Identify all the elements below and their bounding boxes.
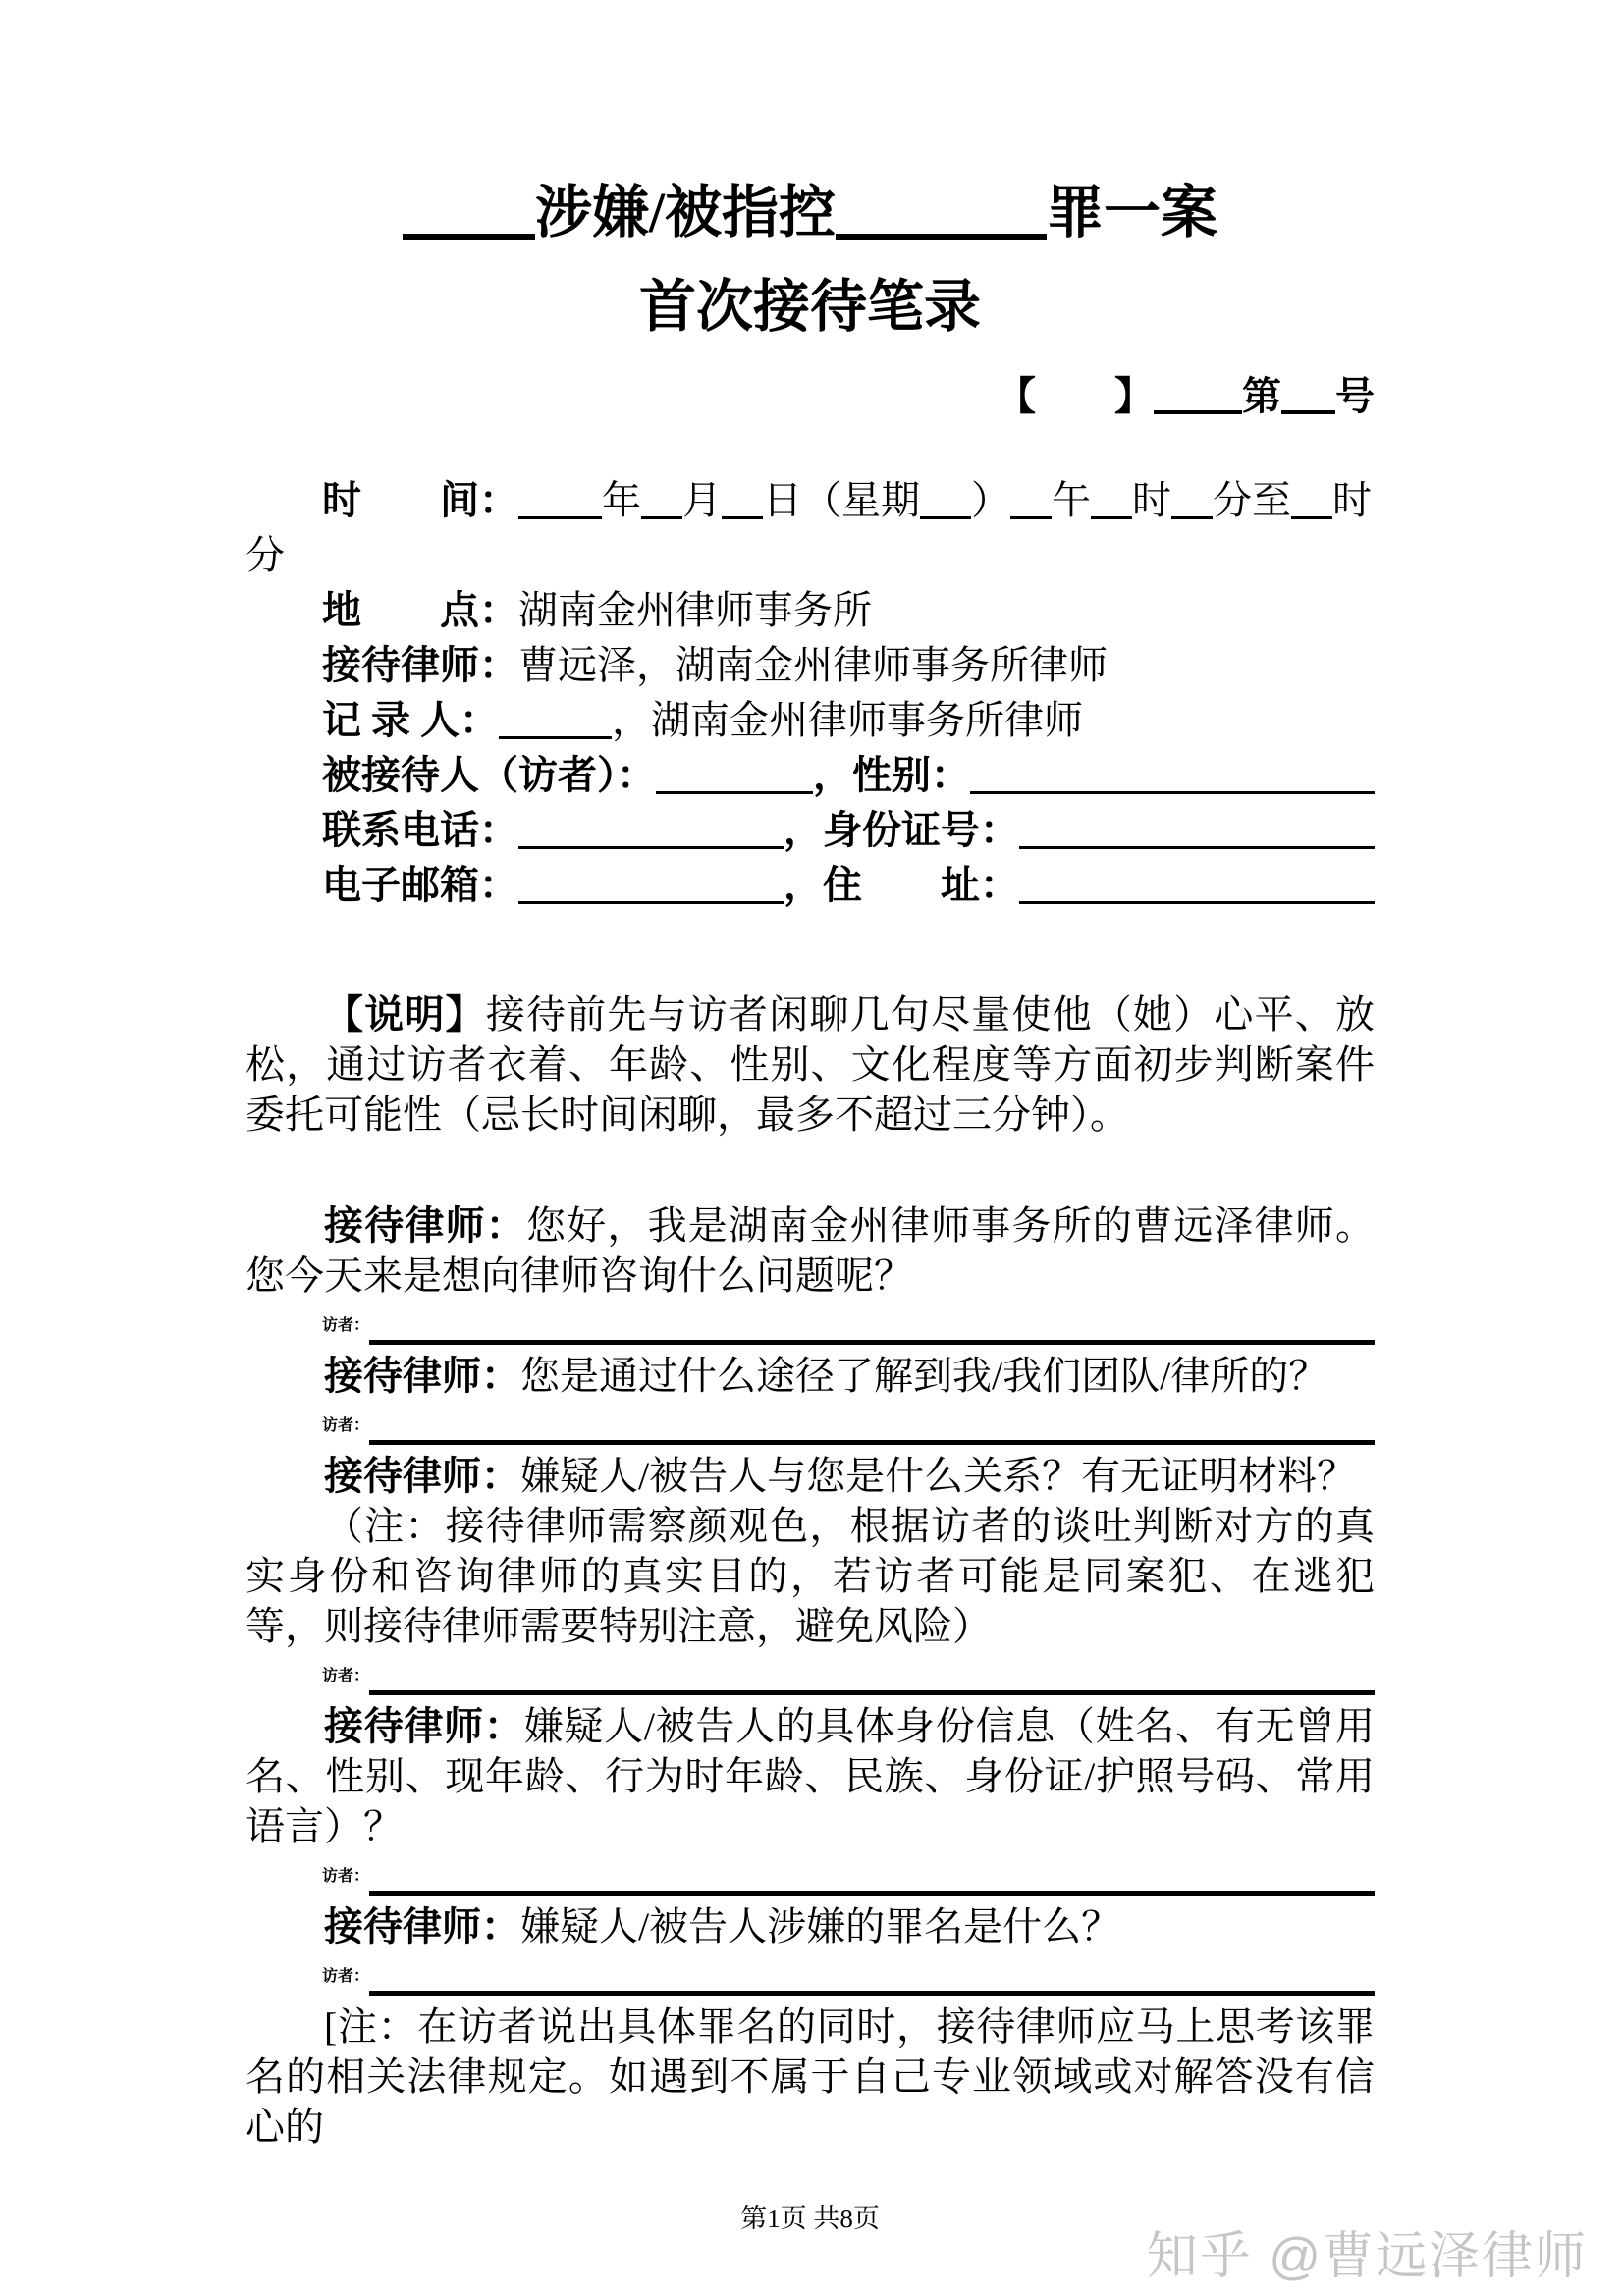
speaker-visitor: 访者： bbox=[322, 1868, 370, 1885]
blank-fill-line bbox=[656, 790, 813, 794]
label-recorder: 记 录 人： bbox=[322, 698, 499, 742]
blank-fill-line bbox=[970, 790, 1375, 794]
notice-label: 【说明】 bbox=[324, 992, 486, 1037]
blank-fill-line bbox=[369, 1990, 1375, 1996]
speech-text: 嫌疑人/被告人的具体身份信息（姓名、有无曾用名、性别、现年龄、行为时年龄、民族、身份证/护照号码、常用语言）？ bbox=[245, 1704, 1375, 1848]
blank-fill-line bbox=[1019, 845, 1375, 849]
doc-title-line-2 bbox=[245, 271, 1375, 344]
case-di: 第 bbox=[1242, 374, 1281, 418]
case-bracket: 【 】 bbox=[997, 374, 1154, 418]
doc-title-line-1 bbox=[245, 177, 1375, 249]
label-id-number: ，身份证号： bbox=[784, 808, 1019, 852]
speaker-lawyer: 接待律师： bbox=[324, 1704, 524, 1748]
speech-text: 您是通过什么途径了解到我/我们团队/律所的？ bbox=[520, 1354, 1328, 1398]
label-email: 电子邮箱： bbox=[322, 863, 518, 907]
speaker-visitor: 访者： bbox=[322, 1417, 370, 1434]
recorder-value: ，湖南金州律师事务所律师 bbox=[612, 698, 1083, 742]
case-hao: 号 bbox=[1335, 374, 1375, 418]
blank-fill-line bbox=[403, 233, 535, 240]
field-time bbox=[245, 473, 1375, 528]
blank-fill-line bbox=[369, 1439, 1375, 1445]
blank-fill-line bbox=[499, 735, 612, 739]
fields-section bbox=[245, 473, 1375, 913]
blank-fill-line bbox=[1281, 409, 1335, 414]
dialog-speech bbox=[245, 1701, 1375, 1851]
blank-fill-line bbox=[369, 1689, 1375, 1695]
field-recorder bbox=[245, 693, 1375, 748]
speaker-visitor: 访者： bbox=[322, 1968, 370, 1985]
page-footer: 第1页 共8页 bbox=[740, 2204, 880, 2233]
case-number-line bbox=[245, 371, 1375, 422]
speech-text: 您好，我是湖南金州律师事务所的曹远泽律师。您今天来是想向律师咨询什么问题呢？ bbox=[245, 1203, 1375, 1298]
text-segment: 日（星期 bbox=[763, 478, 920, 522]
dialog-note bbox=[245, 2002, 1375, 2152]
speaker-visitor: 访者： bbox=[322, 1668, 370, 1684]
inline-note: [注：在访者说出具体罪名的同时，接待律师应马上思考该罪名的相关法律规定。如遇到不属于自己专业领域或对解答没有信心的 bbox=[245, 2004, 1375, 2149]
label-phone: 联系电话： bbox=[322, 808, 518, 852]
blank-fill-line bbox=[920, 515, 971, 519]
text-segment: 时 bbox=[1132, 478, 1171, 522]
dialog-note bbox=[245, 1501, 1375, 1651]
doc-subtitle: 首次接待笔录 bbox=[638, 275, 981, 339]
blank-fill-line bbox=[722, 515, 763, 519]
notice-body: 接待前先与访者闲聊几句尽量使他（她）心平、放松，通过访者衣着、年龄、性别、文化程度等方面初步判断案件委托可能性（忌长时间闲聊，最多不超过三分钟）。 bbox=[245, 992, 1376, 1137]
blank-fill-line bbox=[1019, 900, 1375, 904]
blank-fill-line bbox=[1091, 515, 1132, 519]
text-segment: 分至 bbox=[1213, 478, 1291, 522]
field-location bbox=[245, 583, 1375, 638]
field-phone-id bbox=[245, 803, 1375, 858]
label-gender: ，性别： bbox=[813, 753, 970, 797]
field-visitor-gender bbox=[245, 748, 1375, 803]
blank-fill-line bbox=[518, 515, 602, 519]
blank-fill-line bbox=[1010, 515, 1052, 519]
label-time: 时 间： bbox=[322, 478, 518, 522]
text-segment: 午 bbox=[1052, 478, 1091, 522]
blank-fill-line bbox=[1171, 515, 1213, 519]
blank-fill-line bbox=[641, 515, 682, 519]
speaker-lawyer: 接待律师： bbox=[324, 1354, 520, 1398]
dialog-answer-line bbox=[245, 1951, 1375, 2002]
instruction-note bbox=[245, 989, 1375, 1140]
dialog-answer-line bbox=[245, 1401, 1375, 1451]
text-segment: ） bbox=[971, 478, 1010, 522]
speech-text: 嫌疑人/被告人与您是什么关系？有无证明材料？ bbox=[520, 1454, 1357, 1498]
text-segment: 月 bbox=[682, 478, 722, 522]
title-crime-case: 罪一案 bbox=[1047, 181, 1218, 244]
label-reception-lawyer: 接待律师： bbox=[322, 643, 518, 687]
field-reception-lawyer bbox=[245, 638, 1375, 693]
zhihu-watermark: 知乎 @曹远泽律师 bbox=[1146, 2228, 1588, 2285]
speaker-visitor: 访者： bbox=[322, 1317, 370, 1334]
speaker-lawyer: 接待律师： bbox=[324, 1203, 526, 1248]
dialog-answer-line bbox=[245, 1651, 1375, 1701]
blank-fill-line bbox=[1154, 409, 1242, 414]
blank-fill-line bbox=[518, 845, 784, 849]
dialog-speech bbox=[245, 1351, 1375, 1401]
field-time-wrap bbox=[245, 528, 1375, 583]
text-segment: 时 bbox=[1332, 478, 1372, 522]
speaker-lawyer: 接待律师： bbox=[324, 1904, 520, 1949]
speaker-lawyer: 接待律师： bbox=[324, 1454, 520, 1498]
blank-fill-line bbox=[836, 233, 1047, 240]
title-suspected-of: 涉嫌/被指控 bbox=[534, 181, 837, 244]
inline-note: （注：接待律师需察颜观色，根据访者的谈吐判断对方的真实身份和咨询律师的真实目的，若访者可能是同案犯、在逃犯等，则接待律师需要特别注意，避免风险） bbox=[245, 1504, 1375, 1648]
speech-text: 嫌疑人/被告人涉嫌的罪名是什么？ bbox=[520, 1904, 1121, 1949]
dialog-speech bbox=[245, 1201, 1375, 1301]
label-location: 地 点： bbox=[322, 588, 518, 632]
reception-lawyer-value: 曹远泽，湖南金州律师事务所律师 bbox=[518, 643, 1108, 687]
field-email-address bbox=[245, 858, 1375, 913]
blank-fill-line bbox=[369, 1339, 1375, 1345]
text-segment: 年 bbox=[602, 478, 641, 522]
dialog-speech bbox=[245, 1451, 1375, 1501]
dialog-answer-line bbox=[245, 1851, 1375, 1901]
dialog-section bbox=[245, 1201, 1375, 2152]
dialog-answer-line bbox=[245, 1301, 1375, 1351]
dialog-speech bbox=[245, 1901, 1375, 1951]
blank-fill-line bbox=[518, 900, 784, 904]
label-visitor: 被接待人（访者）： bbox=[322, 753, 656, 797]
label-address: ，住 址： bbox=[784, 863, 1019, 907]
blank-fill-line bbox=[369, 1890, 1375, 1896]
blank-fill-line bbox=[1291, 515, 1332, 519]
location-value: 湖南金州律师事务所 bbox=[518, 588, 872, 632]
time-minute-wrap: 分 bbox=[245, 533, 285, 577]
